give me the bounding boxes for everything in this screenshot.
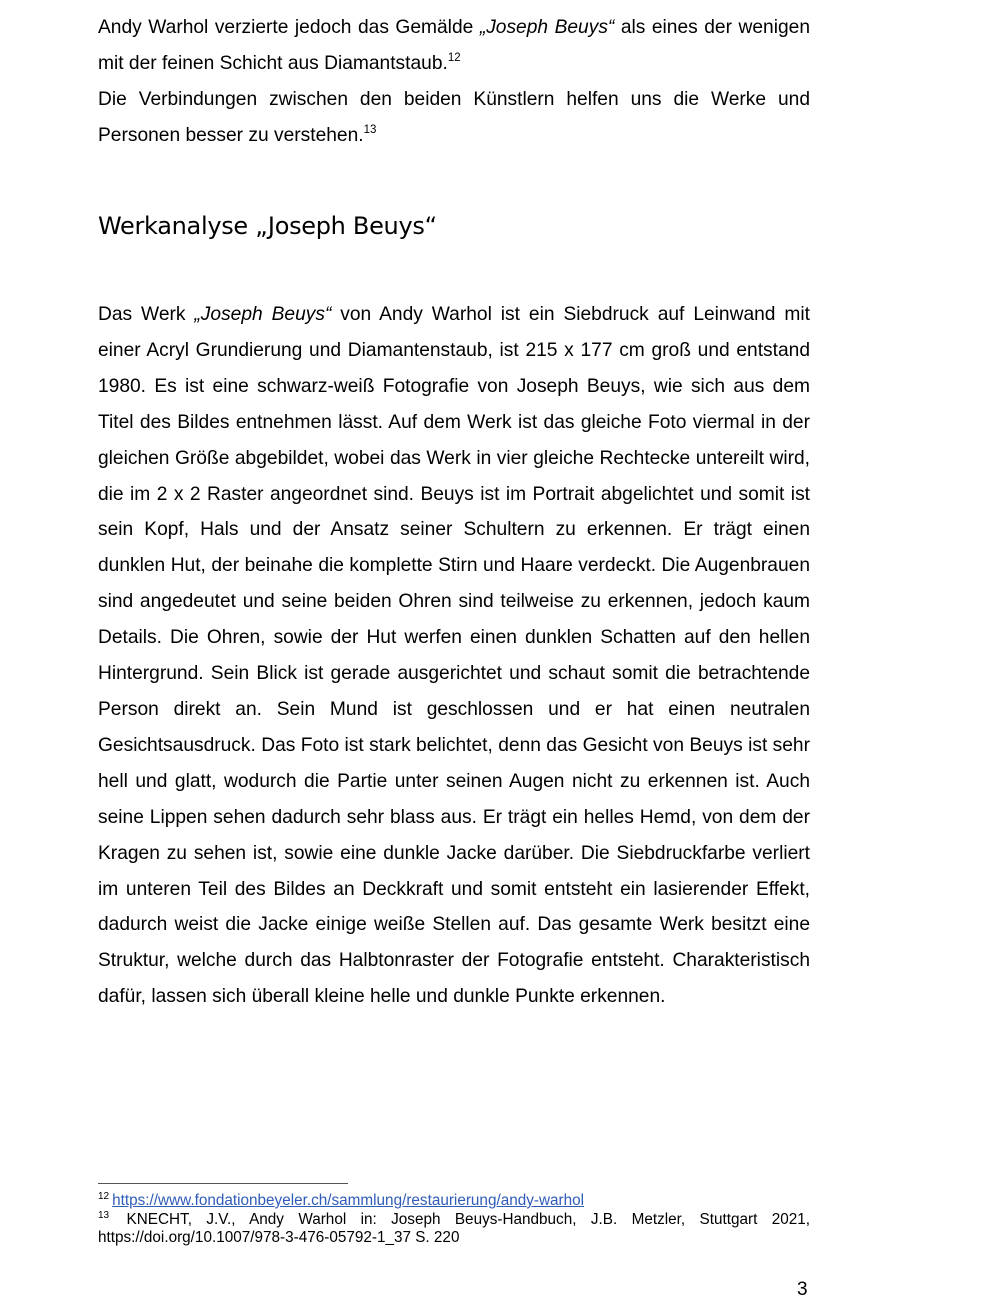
text-run: Das Werk bbox=[98, 304, 195, 325]
footnote-text: KNECHT, J.V., Andy Warhol in: Joseph Beuys-Handbuch, J.B. Metzler, Stuttgart 2021, https://doi.org/10.1007/978-3-476-05792-1_37 S. 220 bbox=[98, 1210, 810, 1246]
footnote-separator bbox=[98, 1183, 348, 1184]
intro-paragraph-2 bbox=[98, 82, 810, 154]
footnotes bbox=[98, 1192, 810, 1248]
text-run: Andy Warhol verzierte jedoch das Gemälde bbox=[98, 17, 480, 38]
text-run: von Andy Warhol ist ein Siebdruck auf Leinwand mit einer Acryl Grundierung und Diamantenstaub, ist 215 x 177 cm groß und entstand 1980. Es ist eine schwarz-weiß Fotografie von Joseph Beuys, wie sich aus dem Titel des Bildes entnehmen lässt. Auf dem Werk ist das gleiche Foto viermal in der gleichen Größe abgebildet, wobei das Werk in vier gleiche Rechtecke untereilt wird, die im 2 x 2 Raster angeordnet sind. Beuys ist im Portrait abgelichtet und somit ist sein Kopf, Hals und der Ansatz seiner Schultern zu erkennen. Er trägt einen dunklen Hut, der beinahe die komplette Stirn und Haare verdeckt. Die Augenbrauen sind angedeutet und seine beiden Ohren sind teilweise zu erkennen, jedoch kaum Details. Die Ohren, sowie der Hut werfen einen dunklen Schatten auf den hellen Hintergrund. Sein Blick ist gerade ausgerichtet und schaut somit die betrachtende Person direkt an. Sein Mund ist geschlossen und er hat einen neutralen Gesichtsausdruck. Das Foto ist stark belichtet, denn das Gesicht von Beuys ist sehr hell und glatt, wodurch die Partie unter seinen Augen nicht zu erkennen ist. Auch seine Lippen sehen dadurch sehr blass aus. Er trägt ein helles Hemd, von dem der Kragen zu sehen ist, sowie eine dunkle Jacke darüber. Die Siebdruckfarbe verliert im unteren Teil des Bildes an Deckkraft und somit entsteht ein lasierender Effekt, dadurch weist die Jacke einige weiße Stellen auf. Das gesamte Werk besitzt eine Struktur, welche durch das Halbtonraster der Fotografie entsteht. Charakteristisch dafür, lassen sich überall kleine helle und dunkle Punkte erkennen. bbox=[98, 304, 810, 1008]
analysis-paragraph bbox=[98, 297, 810, 1015]
footnote-link[interactable]: https://www.fondationbeyeler.ch/sammlung/restaurierung/andy-warhol bbox=[112, 1192, 585, 1209]
intro-section bbox=[98, 10, 810, 154]
section-heading: Werkanalyse „Joseph Beuys“ bbox=[98, 212, 437, 240]
analysis-section bbox=[98, 297, 810, 1015]
artwork-title: „Joseph Beuys“ bbox=[479, 17, 615, 38]
footnote-number: 13 bbox=[98, 1209, 110, 1221]
footnote-ref-13[interactable]: 13 bbox=[363, 123, 377, 136]
footnote-number: 12 bbox=[98, 1191, 110, 1202]
text-run: Die Verbindungen zwischen den beiden Künstlern helfen uns die Werke und Personen besser zu verstehen. bbox=[98, 88, 810, 146]
page-number: 3 bbox=[797, 1279, 808, 1300]
footnote-12 bbox=[98, 1192, 810, 1211]
text-run: als eines der wenigen mit der feinen Schicht aus Diamantstaub. bbox=[98, 17, 810, 74]
artwork-title: „Joseph Beuys“ bbox=[194, 304, 332, 325]
footnote-13 bbox=[98, 1211, 810, 1248]
footnote-ref-12[interactable]: 12 bbox=[447, 51, 461, 64]
intro-paragraph-1 bbox=[98, 10, 810, 82]
